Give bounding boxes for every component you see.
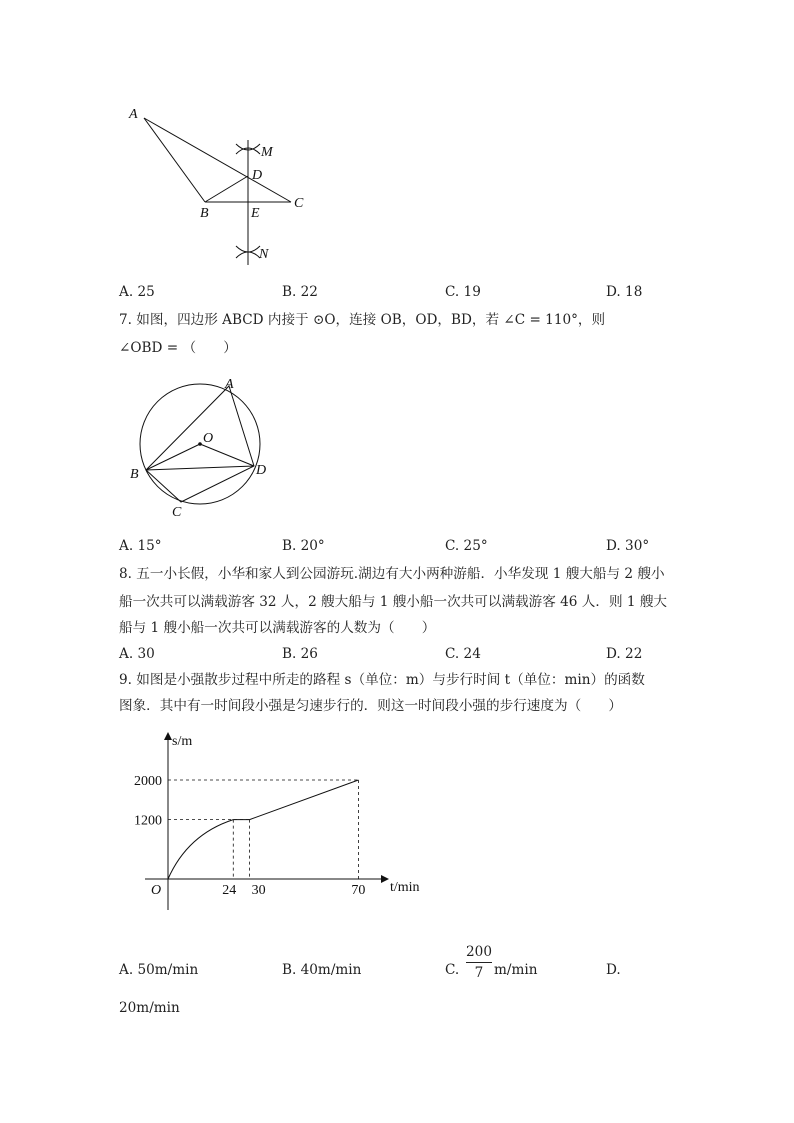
x-tick-70: 70 xyxy=(351,883,366,898)
q8-question-line3: 船与 1 艘小船一次共可以满载游客的人数为（ ） xyxy=(119,620,436,636)
segment-bd xyxy=(205,176,248,202)
q7-figure xyxy=(125,372,285,522)
q9-option-a[interactable]: A. 50m/min xyxy=(119,962,199,978)
q9-question-line2: 图象．其中有一时间段小强是匀速步行的．则这一时间段小强的步行速度为（ ） xyxy=(119,698,622,714)
label-a: A xyxy=(225,377,234,392)
y-tick-2000: 2000 xyxy=(134,774,162,789)
q7-question-line2: ∠OBD = （ ） xyxy=(119,340,237,356)
q9-option-d-label[interactable]: D. xyxy=(606,962,621,978)
q6-option-d[interactable]: D. 18 xyxy=(606,284,643,300)
y-axis-label: s/m xyxy=(172,734,193,749)
label-e: E xyxy=(251,206,260,221)
label-c: C xyxy=(172,505,182,520)
q9-chart xyxy=(125,728,430,913)
label-m: M xyxy=(261,145,273,160)
q9-option-b[interactable]: B. 40m/min xyxy=(282,962,362,978)
label-b: B xyxy=(130,467,139,482)
label-c: C xyxy=(294,196,304,211)
x-tick-24: 24 xyxy=(222,883,237,898)
q8-option-a[interactable]: A. 30 xyxy=(119,646,155,662)
q8-question-line2: 船一次共可以满载游客 32 人，2 艘大船与 1 艘小船一次共可以满载游客 46 人．则 1 艘大 xyxy=(119,594,668,610)
q9-option-d-value[interactable]: 20m/min xyxy=(119,1000,180,1016)
q9-question-line1: 9. 如图是小强散步过程中所走的路程 s（单位：m）与步行时间 t（单位：min）的函数 xyxy=(119,672,645,688)
fraction-denominator: 7 xyxy=(474,965,484,981)
x-axis-label: t/min xyxy=(390,880,420,895)
label-b: B xyxy=(200,206,209,221)
label-d: D xyxy=(256,463,267,478)
q6-option-c[interactable]: C. 19 xyxy=(445,284,481,300)
q8-question-line1: 8. 五一小长假，小华和家人到公园游玩.湖边有大小两种游船．小华发现 1 艘大船与 2 艘小 xyxy=(119,566,665,582)
q8-option-c[interactable]: C. 24 xyxy=(445,646,481,662)
q8-option-d[interactable]: D. 22 xyxy=(606,646,643,662)
origin-label: O xyxy=(151,883,162,898)
q9-option-c-fraction xyxy=(466,944,492,981)
label-a: A xyxy=(129,107,138,122)
x-tick-30: 30 xyxy=(251,883,266,898)
y-tick-1200: 1200 xyxy=(134,813,162,829)
label-n: N xyxy=(259,247,269,262)
fraction-bar xyxy=(466,962,492,963)
segment-od xyxy=(200,444,254,466)
q6-option-a[interactable]: A. 25 xyxy=(119,284,155,300)
q7-option-d[interactable]: D. 30° xyxy=(606,538,650,554)
label-o: O xyxy=(203,431,214,446)
fraction-numerator: 200 xyxy=(466,944,492,960)
q7-option-b[interactable]: B. 20° xyxy=(282,538,325,554)
segment-ob xyxy=(146,444,200,470)
q7-option-c[interactable]: C. 25° xyxy=(445,538,488,554)
segment-ac xyxy=(144,118,291,202)
q7-option-a[interactable]: A. 15° xyxy=(119,538,162,554)
q8-option-b[interactable]: B. 26 xyxy=(282,646,318,662)
q6-option-b[interactable]: B. 22 xyxy=(282,284,318,300)
q6-figure xyxy=(120,100,320,275)
center-dot xyxy=(198,442,202,446)
segment-bd xyxy=(146,466,254,470)
q7-question-line1: 7. 如图，四边形 ABCD 内接于 ⊙O，连接 OB，OD，BD，若 ∠C = 110°，则 xyxy=(119,312,606,328)
label-d: D xyxy=(252,168,263,183)
segment-ab xyxy=(144,118,205,202)
series-line-s xyxy=(168,780,358,879)
q9-option-c-label: C. xyxy=(445,962,460,978)
q9-option-c-unit: m/min xyxy=(494,962,538,978)
